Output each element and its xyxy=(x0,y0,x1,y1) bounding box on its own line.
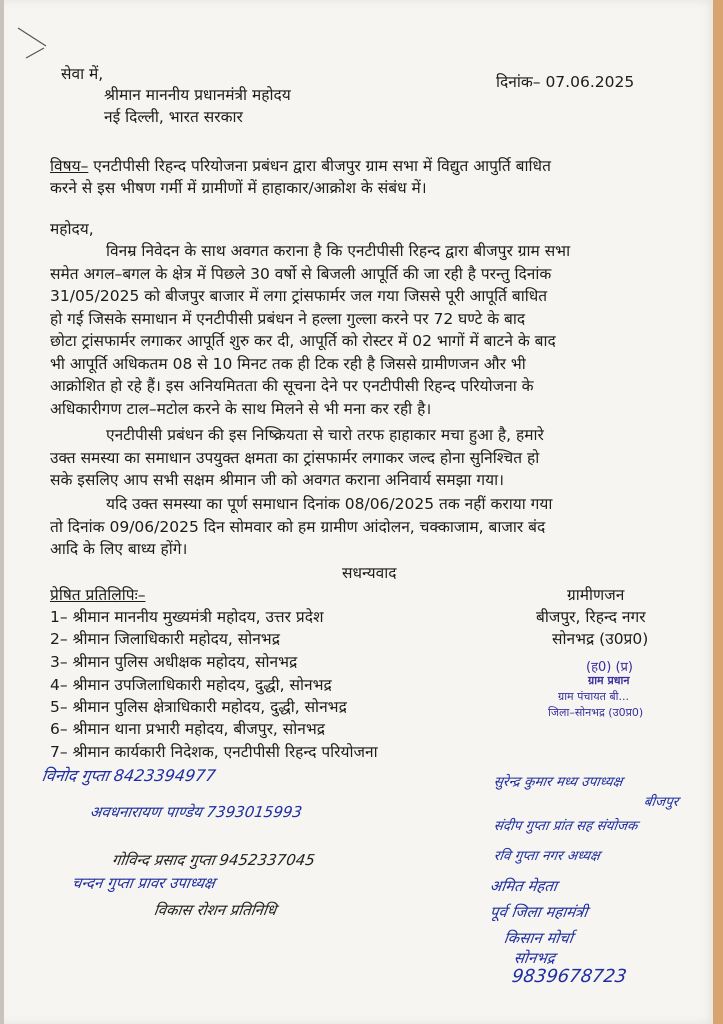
cc-item: 4– श्रीमान उपजिलाधिकारी महोदय, दुद्धी, सोनभद्र xyxy=(50,676,332,694)
handwritten-signature: पूर्व जिला महामंत्री xyxy=(488,903,589,921)
cc-item: 3– श्रीमान पुलिस अधीक्षक महोदय, सोनभद्र xyxy=(50,653,298,671)
body-line: आक्रोशित हो रहे हैं। इस अनियमितता की सूचना देने पर एनटीपीसी रिहन्द परियोजना के xyxy=(50,377,534,395)
stamp-panchayat: ग्राम पंचायत बी... xyxy=(558,690,629,703)
handwritten-signature: गोविन्द प्रसाद गुप्ता 9452337045 xyxy=(110,851,317,869)
body-line: समेत अगल–बगल के क्षेत्र में पिछले 30 वर्षो से बिजली आपूर्ति की जा रही है परन्तु दिनांक xyxy=(50,264,552,283)
handwritten-signature: अमित मेहता xyxy=(488,877,559,895)
addressee: श्रीमान माननीय प्रधानमंत्री महोदय xyxy=(104,86,291,104)
subject-line-1 xyxy=(50,156,551,176)
handwritten-signature: किसान मोर्चा xyxy=(502,929,575,947)
cc-item: 2– श्रीमान जिलाधिकारी महोदय, सोनभद्र xyxy=(50,630,280,648)
cc-label: प्रेषित प्रतिलिपिः– xyxy=(50,586,146,604)
body-line: 31/05/2025 को बीजपुर बाजार में लगा ट्रांसफार्मर जल गया जिससे पूरी आपूर्ति बाधित xyxy=(50,287,548,305)
handwritten-signature: 9839678723 xyxy=(510,966,629,987)
handwritten-signature: विकास रोशन प्रतिनिधि xyxy=(152,901,278,919)
body-line: हो गई जिसके समाधान में एनटीपीसी प्रबंधन ने हल्ला गुल्ला करने पर 72 घण्टे के बाद xyxy=(50,309,526,328)
pradhan-stamp xyxy=(544,655,694,725)
handwritten-signature: सोनभद्र xyxy=(512,949,557,967)
subject-label: विषय– xyxy=(50,157,89,175)
stamp-signature: (ह0) (प्र) xyxy=(586,660,633,675)
subject-line-2: करने से इस भीषण गर्मी में ग्रामीणों में हाहाकार/आक्रोश के संबंध में। xyxy=(50,179,427,197)
stamp-title: ग्राम प्रधान xyxy=(588,674,630,687)
cc-item: 5– श्रीमान पुलिस क्षेत्राधिकारी महोदय, दुद्धी, सोनभद्र xyxy=(50,698,347,716)
closing: सधन्यवाद xyxy=(342,564,397,582)
subject-text-1: एनटीपीसी रिहन्द परियोजना प्रबंधन द्वारा बीजपुर ग्राम सभा में विद्युत आपुर्ति बाधित xyxy=(93,157,551,175)
sender-line-3: सोनभद्र (उ0प्र0) xyxy=(552,630,649,648)
handwritten-signature: विनोद गुप्ता 8423394977 xyxy=(40,766,217,785)
body-line: सके इसलिए आप सभी सक्षम श्रीमान जी को अवगत कराना अनिवार्य समझा गया। xyxy=(50,471,504,489)
handwritten-signature: सुरेन्द्र कुमार मध्य उपाध्यक्ष xyxy=(492,774,624,790)
address: नई दिल्ली, भारत सरकार xyxy=(104,108,243,126)
body-line: एनटीपीसी प्रबंधन की इस निष्क्रियता से चारो तरफ हाहाकार मचा हुआ है, हमारे xyxy=(106,426,544,444)
handwritten-signature: बीजपुर xyxy=(642,794,680,810)
body-line: छोटा ट्रांसफार्मर लगाकर आपूर्ति शुरु कर दी, आपूर्ति को रोस्टर में 02 भागों में बाटने के बाद xyxy=(50,332,556,350)
sender-line-1: ग्रामीणजन xyxy=(567,586,625,604)
letter-date: दिनांक– 07.06.2025 xyxy=(496,73,635,91)
handwritten-signature: रवि गुप्ता नगर अध्यक्ष xyxy=(492,848,601,864)
body-paragraph-3 xyxy=(50,493,706,561)
body-line: विनम्र निवेदन के साथ अवगत कराना है कि एनटीपीसी रिहन्द द्वारा बीजपुर ग्राम सभा xyxy=(106,242,571,260)
background-edge xyxy=(713,0,723,1024)
salutation-to: सेवा में, xyxy=(61,65,104,83)
fold-mark xyxy=(16,22,52,62)
cc-item: 7– श्रीमान कार्यकारी निदेशक, एनटीपीसी रिहन्द परियोजना xyxy=(50,743,378,761)
cc-item: 1– श्रीमान माननीय मुख्यमंत्री महोदय, उत्तर प्रदेश xyxy=(50,608,324,626)
body-line: भी आपूर्ति अधिकतम 08 से 10 मिनट तक ही टिक रही है जिससे ग्रामीणजन और भी xyxy=(50,354,526,373)
body-paragraph-2 xyxy=(50,424,706,492)
body-line: आदि के लिए बाध्य होंगे। xyxy=(50,540,188,558)
body-line: यदि उक्त समस्या का पूर्ण समाधान दिनांक 08/06/2025 तक नहीं कराया गया xyxy=(106,495,553,513)
body-line: तो दिनांक 09/06/2025 दिन सोमवार को हम ग्रामीण आंदोलन, चक्काजाम, बाजार बंद xyxy=(50,517,546,536)
cc-item: 6– श्रीमान थाना प्रभारी महोदय, बीजपुर, सोनभद्र xyxy=(50,720,325,738)
handwritten-signature: संदीप गुप्ता प्रांत सह संयोजक xyxy=(492,818,639,834)
stamp-district: जिला–सोनभद्र (उ0प्र0) xyxy=(548,706,644,719)
greeting: महोदय, xyxy=(50,220,94,238)
body-line: उक्त समस्या का समाधान उपयुक्त क्षमता का ट्रांसफार्मर लगाकर जल्द होना सुनिश्चित हो xyxy=(50,448,540,467)
letter-page xyxy=(4,0,716,1024)
sender-line-2: बीजपुर, रिहन्द नगर xyxy=(536,608,646,626)
handwritten-signature: चन्दन गुप्ता प्रावर उपाध्यक्ष xyxy=(70,874,217,892)
body-paragraph-1 xyxy=(50,240,706,420)
body-line: अधिकारीगण टाल–मटोल करने के साथ मिलने से भी मना कर रही है। xyxy=(50,399,432,418)
handwritten-signature: अवधनारायण पाण्डेय 7393015993 xyxy=(88,803,304,821)
